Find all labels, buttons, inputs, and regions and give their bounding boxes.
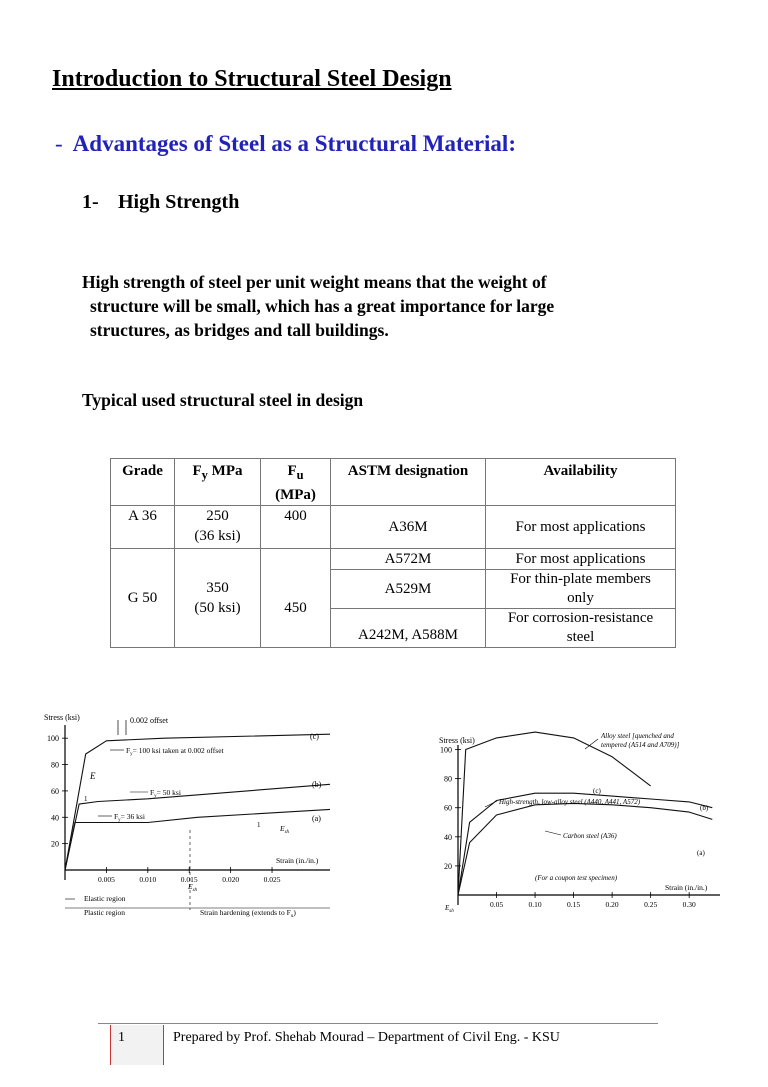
table-row xyxy=(111,549,676,570)
stress-strain-chart-right-svg xyxy=(425,715,730,925)
x-tick-label: 0.025 xyxy=(263,875,281,884)
section-heading-text: Advantages of Steel as a Structural Material: xyxy=(72,131,516,156)
modulus-label: E xyxy=(90,771,96,781)
esh-symbol: E xyxy=(280,824,285,833)
cell-astm: A572M xyxy=(331,549,486,570)
esh-symbol: E xyxy=(445,904,450,912)
cell-fy xyxy=(175,549,261,648)
series-group xyxy=(458,732,712,895)
cell-availability xyxy=(486,570,676,609)
esh-sub: sh xyxy=(284,830,290,835)
series-line-0 xyxy=(458,732,651,895)
fy36-text: = 36 ksi xyxy=(120,812,145,821)
footer-text: Prepared by Prof. Shehab Mourad – Department of Civil Eng. - KSU xyxy=(173,1030,560,1045)
y-tick-label: 20 xyxy=(51,839,59,849)
page-title: Introduction to Structural Steel Design xyxy=(52,66,452,92)
x-tick-label: 0.25 xyxy=(644,900,658,909)
strain-hardening xyxy=(200,908,296,919)
y-tick-label: 100 xyxy=(47,734,59,744)
cell-availability: For most applications xyxy=(486,506,676,549)
fy50-text: = 50 ksi xyxy=(156,788,181,797)
cell-fy-mpa: 250 xyxy=(206,508,229,524)
annotation-fy100 xyxy=(126,746,225,757)
x-tick-label: 0.10 xyxy=(528,900,542,909)
cell-fy xyxy=(175,506,261,549)
esh-symbol: E xyxy=(188,882,193,891)
section-dash: - xyxy=(55,131,63,156)
x-tick-label: 0.05 xyxy=(489,900,504,909)
x-tick-label: 0.005 xyxy=(97,875,115,884)
ylabel: Stress (ksi) xyxy=(44,713,80,722)
table-row xyxy=(111,506,676,549)
leader-line xyxy=(545,831,561,835)
series-label-c: (c) xyxy=(310,732,319,741)
section-heading xyxy=(55,131,516,157)
series-label-b: (b) xyxy=(700,804,709,812)
annotation-fy36 xyxy=(114,812,145,823)
fy-symbol: F xyxy=(114,812,119,821)
fy-sub: y xyxy=(118,818,121,823)
header-availability: Availability xyxy=(486,459,676,506)
annotation-alloy: tempered (A514 and A709)] xyxy=(601,741,680,749)
y-tick-label: 80 xyxy=(444,774,452,784)
cell-fu: 400 xyxy=(261,506,331,549)
header-grade: Grade xyxy=(111,459,175,506)
stress-strain-chart-right xyxy=(425,715,730,925)
x-tick-label: 0.015 xyxy=(180,875,198,884)
y-tick-label: 100 xyxy=(440,745,452,755)
strain-hardening-sub: u xyxy=(290,914,294,919)
y-tick-label: 40 xyxy=(444,832,452,842)
cell-fy-ksi: (50 ksi) xyxy=(194,600,241,616)
series-label-a: (a) xyxy=(697,849,705,857)
esh-sub: sh xyxy=(449,909,454,914)
stress-strain-chart-left-svg xyxy=(40,705,340,920)
cell-availability: For most applications xyxy=(486,549,676,570)
esh-sub: sh xyxy=(192,888,198,893)
ylabel: Stress (ksi) xyxy=(439,736,475,745)
x-tick-label: 0.020 xyxy=(222,875,240,884)
subsection-heading xyxy=(82,191,239,214)
esh-label xyxy=(279,824,290,835)
series-label-b: (b) xyxy=(312,780,322,789)
header-fu-symbol: F xyxy=(287,463,297,479)
paragraph-line: structures, as bridges and tall buildings. xyxy=(90,320,389,340)
cell-fu: 450 xyxy=(261,549,331,648)
fy100-text: = 100 ksi taken at 0.002 offset xyxy=(132,746,224,755)
annotation-offset: 0.002 offset xyxy=(130,716,169,725)
body-paragraph xyxy=(82,270,662,342)
fy-sub: y xyxy=(154,794,157,799)
x-tick-label: 0.30 xyxy=(682,900,696,909)
cell-fy-ksi: (36 ksi) xyxy=(194,528,241,544)
stress-strain-chart-left xyxy=(40,705,340,920)
fy-symbol: F xyxy=(126,746,131,755)
header-fu-unit: (MPa) xyxy=(275,487,316,503)
header-fu xyxy=(261,459,331,506)
esh-label xyxy=(444,904,454,914)
header-fy-sub: y xyxy=(201,468,208,482)
cell-astm: A36M xyxy=(331,506,486,549)
cell-astm: A242M, A588M xyxy=(331,609,486,648)
header-astm: ASTM designation xyxy=(331,459,486,506)
annotation-carbon: Carbon steel (A36) xyxy=(563,832,617,840)
subsection-number: 1- xyxy=(82,191,99,213)
header-fy-symbol: F xyxy=(192,463,202,479)
xlabel: Strain (in./in.) xyxy=(276,856,319,865)
annotation-coupon: (For a coupon test specimen) xyxy=(535,874,618,882)
y-tick-label: 20 xyxy=(444,861,452,871)
elastic-region: Elastic region xyxy=(84,894,126,903)
subsection-text: High Strength xyxy=(118,191,240,213)
cell-availability-line: steel xyxy=(566,629,595,645)
leader-line xyxy=(485,801,497,807)
x-tick-label: 0.15 xyxy=(567,900,581,909)
y-tick-label: 40 xyxy=(51,813,59,823)
slope-label: 1 xyxy=(257,821,261,829)
xlabel: Strain (in./in.) xyxy=(665,883,708,892)
page-number: 1 xyxy=(118,1030,125,1045)
paragraph-line: High strength of steel per unit weight means that the weight of xyxy=(82,272,547,292)
cell-astm: A529M xyxy=(331,570,486,609)
x-tick-label: 0.20 xyxy=(605,900,619,909)
cell-grade: G 50 xyxy=(111,549,175,648)
paragraph-line: structure will be small, which has a great importance for large xyxy=(90,296,555,316)
strain-hardening-text: Strain hardening (extends to F xyxy=(200,908,291,917)
cell-availability-line: only xyxy=(567,590,594,606)
y-tick-label: 80 xyxy=(51,760,59,770)
header-fu-sub: u xyxy=(296,468,304,482)
cell-availability-line: For corrosion-resistance xyxy=(507,610,654,626)
table-caption: Typical used structural steel in design xyxy=(82,390,364,410)
cell-fy-mpa: 350 xyxy=(206,580,229,596)
table-header-row xyxy=(111,459,676,506)
cell-availability-line: For thin-plate members xyxy=(510,571,651,587)
y-tick-label: 60 xyxy=(51,786,59,796)
plastic-region: Plastic region xyxy=(84,908,126,917)
strain-hardening-end: ) xyxy=(293,908,296,917)
footer-rule xyxy=(98,1023,658,1024)
header-fy xyxy=(175,459,261,506)
y-tick-label: 60 xyxy=(444,803,452,813)
header-fy-unit: MPa xyxy=(207,463,243,479)
annotation-alloy: Alloy steel [quenched and xyxy=(601,732,674,740)
annotation-hsla: High-strength, low-alloy steel (A440, A441, A572) xyxy=(499,798,641,806)
steel-grades-table xyxy=(110,458,676,648)
fy-sub: y xyxy=(130,752,133,757)
series-label-c: (c) xyxy=(593,787,601,795)
fy-symbol: F xyxy=(150,788,155,797)
x-tick-label: 0.010 xyxy=(139,875,157,884)
cell-availability xyxy=(486,609,676,648)
slope-label: 1 xyxy=(84,795,88,803)
cell-grade: A 36 xyxy=(111,506,175,549)
series-label-a: (a) xyxy=(312,814,321,823)
